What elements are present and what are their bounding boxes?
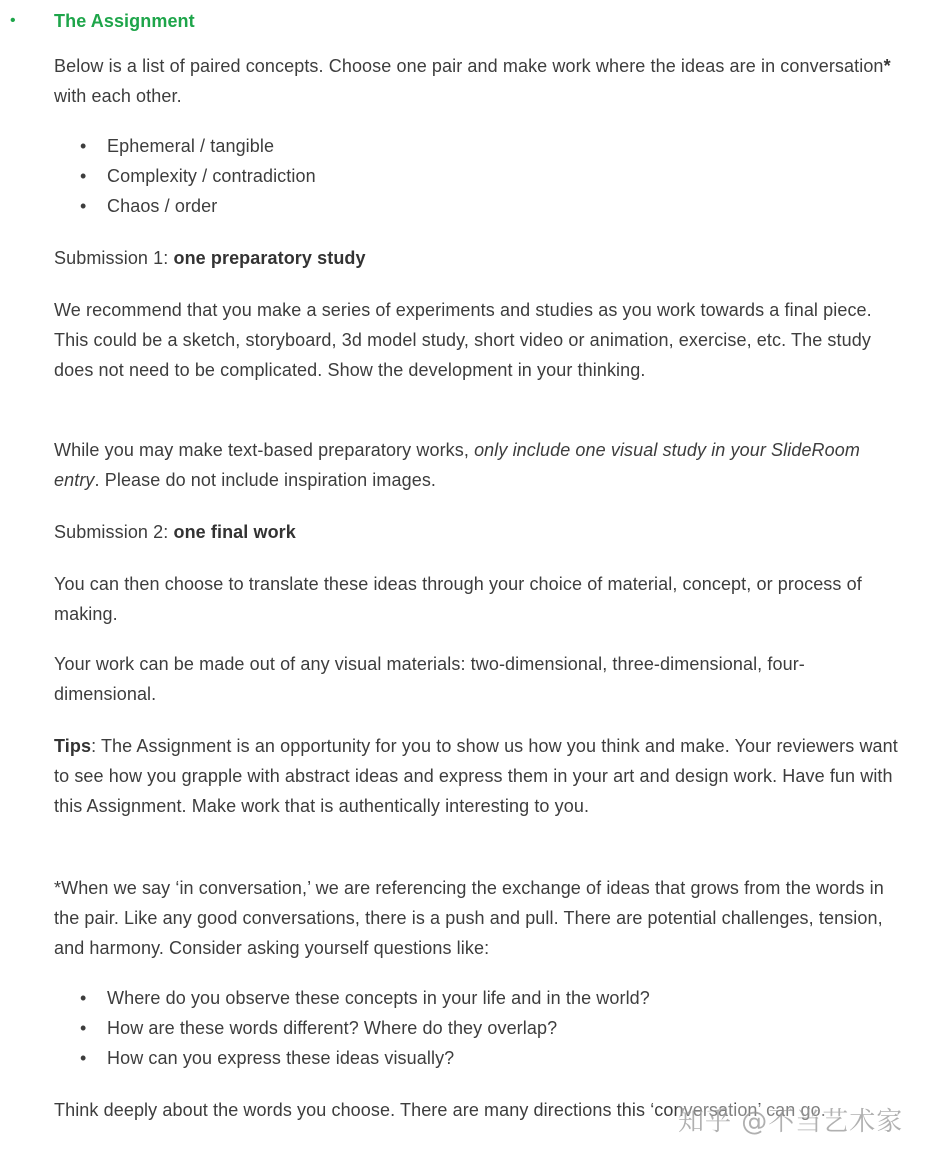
pair-label: Ephemeral / tangible — [107, 136, 275, 156]
bullet-icon: • — [80, 1018, 87, 1038]
bullet-icon: • — [80, 136, 87, 156]
section-bullet-icon: • — [10, 12, 16, 29]
section-title: The Assignment — [54, 11, 195, 31]
submission-1-label: Submission 1: — [54, 248, 174, 268]
bullet-icon: • — [80, 988, 87, 1008]
question-label: Where do you observe these concepts in your life and in the world? — [107, 988, 650, 1008]
tips-label: Tips — [54, 736, 92, 756]
translate-paragraph — [54, 569, 899, 629]
submission-2-title: one final work — [173, 522, 296, 542]
list-item — [54, 1013, 899, 1043]
submission-2-heading — [54, 517, 899, 547]
materials-text: Your work can be made out of any visual materials: two-dimensional, three-dimensional, four-dimensional. — [54, 654, 805, 704]
recommend-paragraph — [54, 295, 899, 385]
materials-paragraph — [54, 649, 899, 709]
submission-2-label: Submission 2: — [54, 522, 174, 542]
recommend-text: We recommend that you make a series of experiments and studies as you work towards a final piece. This could be a sketch, storyboard, 3d model study, short video or animation, exercise, etc. The study does not need to be complicated. Show the development in your thinking. — [54, 300, 872, 380]
pairs-list — [54, 131, 899, 221]
bullet-icon: • — [80, 196, 87, 216]
list-item — [54, 131, 899, 161]
intro-asterisk: * — [883, 56, 891, 76]
intro-paragraph — [54, 51, 899, 111]
list-item — [54, 1043, 899, 1073]
pair-label: Complexity / contradiction — [107, 166, 316, 186]
pair-label: Chaos / order — [107, 196, 218, 216]
submission-1-title: one preparatory study — [173, 248, 366, 268]
bullet-icon: • — [80, 166, 87, 186]
tips-paragraph — [54, 731, 899, 821]
bullet-icon: • — [80, 1048, 87, 1068]
preparatory-emphasis: only include one visual study in your SlideRoom entry — [54, 440, 860, 490]
list-item — [54, 983, 899, 1013]
questions-list — [54, 983, 899, 1073]
question-label: How can you express these ideas visually? — [107, 1048, 455, 1068]
conversation-note-text: *When we say ‘in conversation,’ we are referencing the exchange of ideas that grows from the words in the pair. Like any good conversations, there is a push and pull. There are potential challenges, tension, and harmony. Consider asking yourself questions like: — [54, 878, 884, 958]
preparatory-text: While you may make text-based preparatory works, — [54, 440, 475, 460]
translate-text: You can then choose to translate these ideas through your choice of material, concept, or process of making. — [54, 574, 862, 624]
preparatory-paragraph — [54, 435, 899, 495]
question-label: How are these words different? Where do they overlap? — [107, 1018, 558, 1038]
preparatory-text-end: . Please do not include inspiration images. — [94, 470, 437, 490]
watermark-logo: 知乎 @不当艺术家 — [678, 1104, 903, 1140]
tips-text: : The Assignment is an opportunity for you to show us how you think and make. Your reviewers want to see how you grapple with abstract ideas and express them in your art and design work. Have fun with this Assignment. Make work that is authentically interesting to you. — [54, 736, 898, 816]
list-item — [54, 161, 899, 191]
conversation-note-paragraph — [54, 873, 899, 963]
intro-text: Below is a list of paired concepts. Choose one pair and make work where the ideas are in conversation — [54, 56, 884, 76]
closing-text: Think deeply about the words you choose. There are many directions this ‘conversation’ can go. — [54, 1100, 826, 1120]
list-item — [54, 191, 899, 221]
submission-1-heading — [54, 243, 899, 273]
section-heading — [10, 6, 195, 36]
intro-text-end: with each other. — [54, 86, 182, 106]
